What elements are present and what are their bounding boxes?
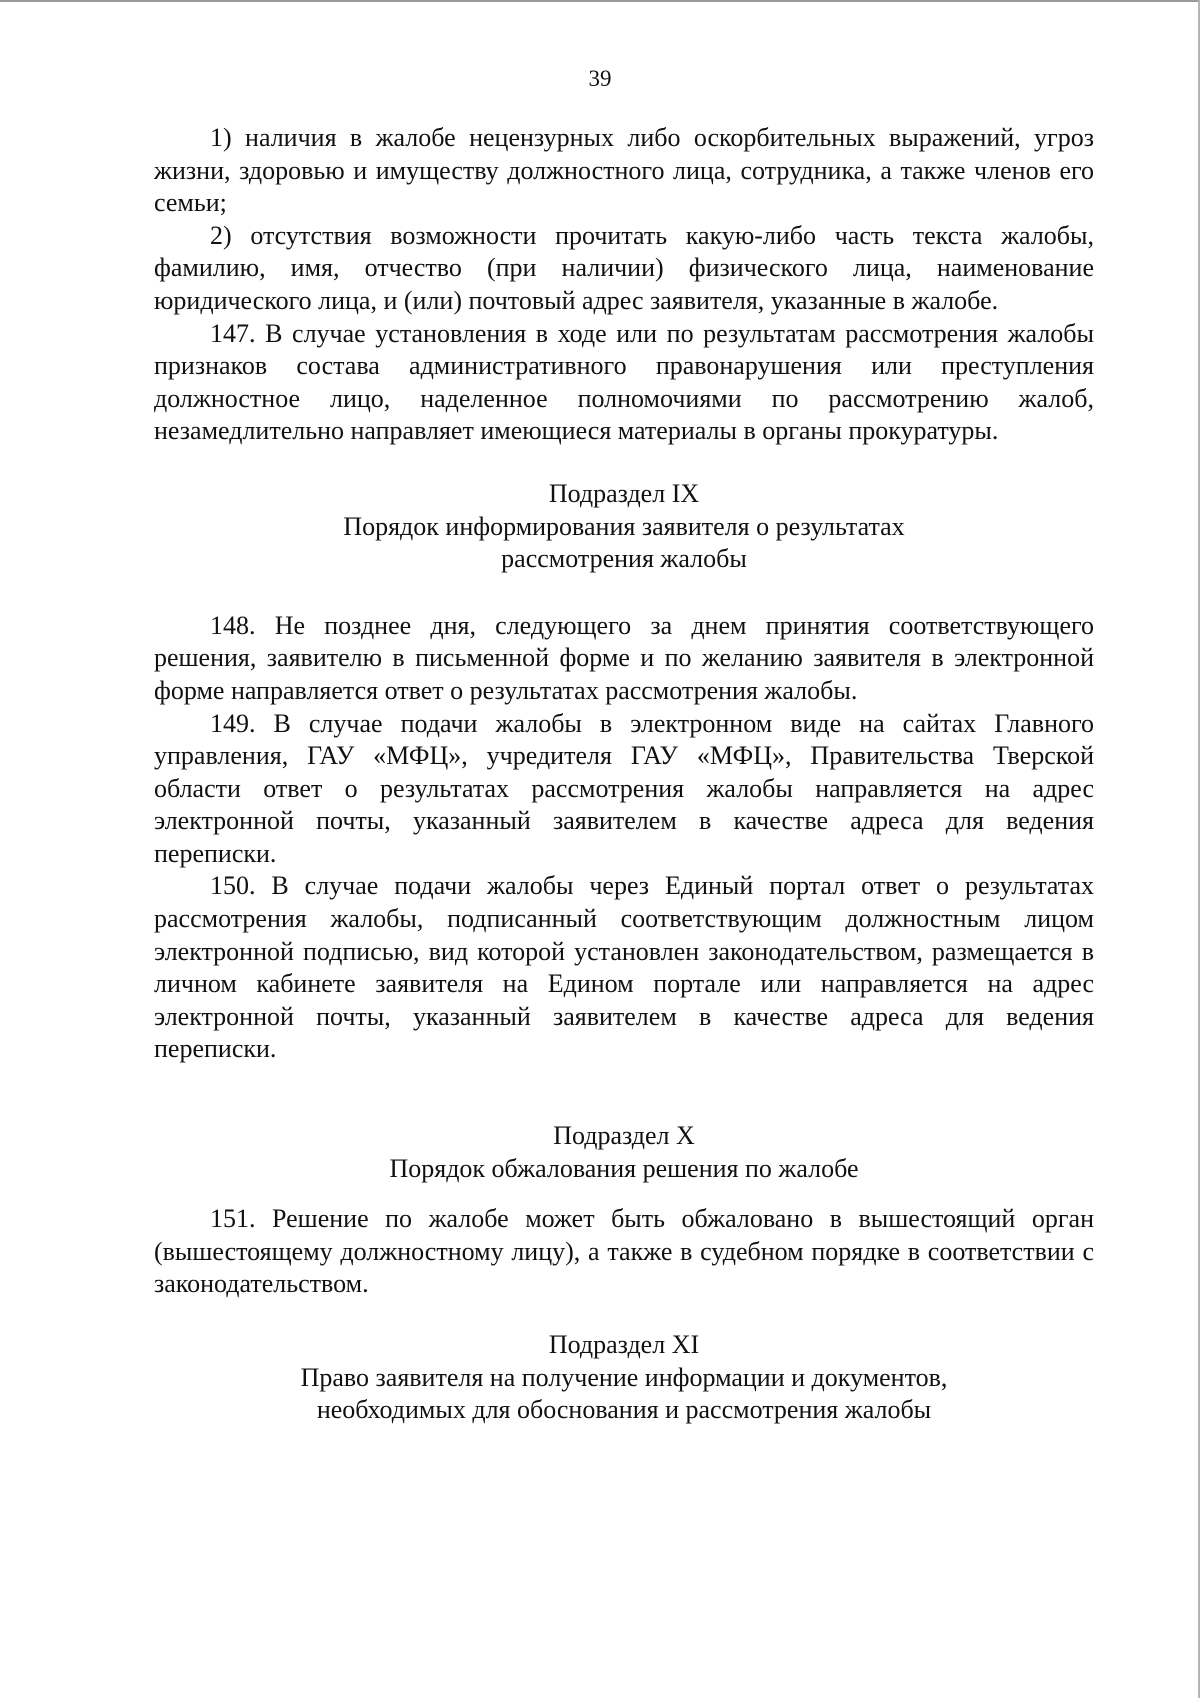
spacer — [154, 1185, 1094, 1203]
paragraph: 147. В случае установления в ходе или по результатам рассмотрения жалобы признаков состава административного правонарушения или преступления должностное лицо, наделенное полномочиями по рассмотрению жалоб, незамедлительно направляет имеющиеся материалы в органы прокуратуры. — [154, 318, 1094, 446]
section-title-ix-line1: Порядок информирования заявителя о результатах — [343, 511, 905, 541]
paragraph: 148. Не позднее дня, следующего за днем принятия соответствующего решения, заявителю в письменной форме и по желанию заявителя в электронной форме направляется ответ о результатах рассмотрения жалобы. — [154, 610, 1094, 705]
section-title-xi-line2: необходимых для обоснования и рассмотрения жалобы — [316, 1395, 932, 1425]
document-body — [154, 122, 1094, 1427]
spacer — [154, 1066, 1094, 1120]
section-title-ix-line2: рассмотрения жалобы — [501, 544, 747, 574]
section-title-xi-line1: Право заявителя на получение информации и документов, — [300, 1362, 948, 1392]
paragraph: 149. В случае подачи жалобы в электронном виде на сайтах Главного управления, ГАУ «МФЦ», учредителя ГАУ «МФЦ», Правительства Тверской области ответ о результатах рассмотрения жалобы направляется на адрес электронной почты, указанный заявителем в качестве адреса для ведения переписки. — [154, 708, 1094, 868]
paragraph: 2) отсутствия возможности прочитать какую-либо часть текста жалобы, фамилию, имя, отчество (при наличии) физического лица, наименование юридического лица, и (или) почтовый адрес заявителя, указанные в жалобе. — [154, 220, 1094, 315]
section-label-xi: Подраздел XI — [548, 1330, 700, 1359]
spacer — [154, 1301, 1094, 1329]
paragraph: 1) наличия в жалобе нецензурных либо оскорбительных выражений, угроз жизни, здоровью и имуществу должностного лица, сотрудника, а также членов его семьи; — [154, 123, 1094, 218]
paragraph: 151. Решение по жалобе может быть обжаловано в вышестоящий орган (вышестоящему должностному лицу), а также в судебном порядке в соответствии с законодательством. — [154, 1204, 1094, 1299]
paragraph: 150. В случае подачи жалобы через Единый портал ответ о результатах рассмотрения жалобы, подписанный соответствующим должностным лицом электронной подписью, вид которой установлен законодательством, размещается в личном кабинете заявителя на Едином портале или направляется на адрес электронной почты, указанный заявителем в качестве адреса для ведения переписки. — [154, 871, 1094, 1064]
section-label-ix: Подраздел IX — [548, 478, 700, 508]
section-title-x: Порядок обжалования решения по жалобе — [389, 1153, 859, 1183]
scan-top-edge — [0, 0, 1200, 2]
spacer — [154, 576, 1094, 610]
section-label-x: Подраздел X — [553, 1121, 695, 1151]
spacer — [154, 448, 1094, 478]
page-number: 39 — [588, 66, 612, 91]
